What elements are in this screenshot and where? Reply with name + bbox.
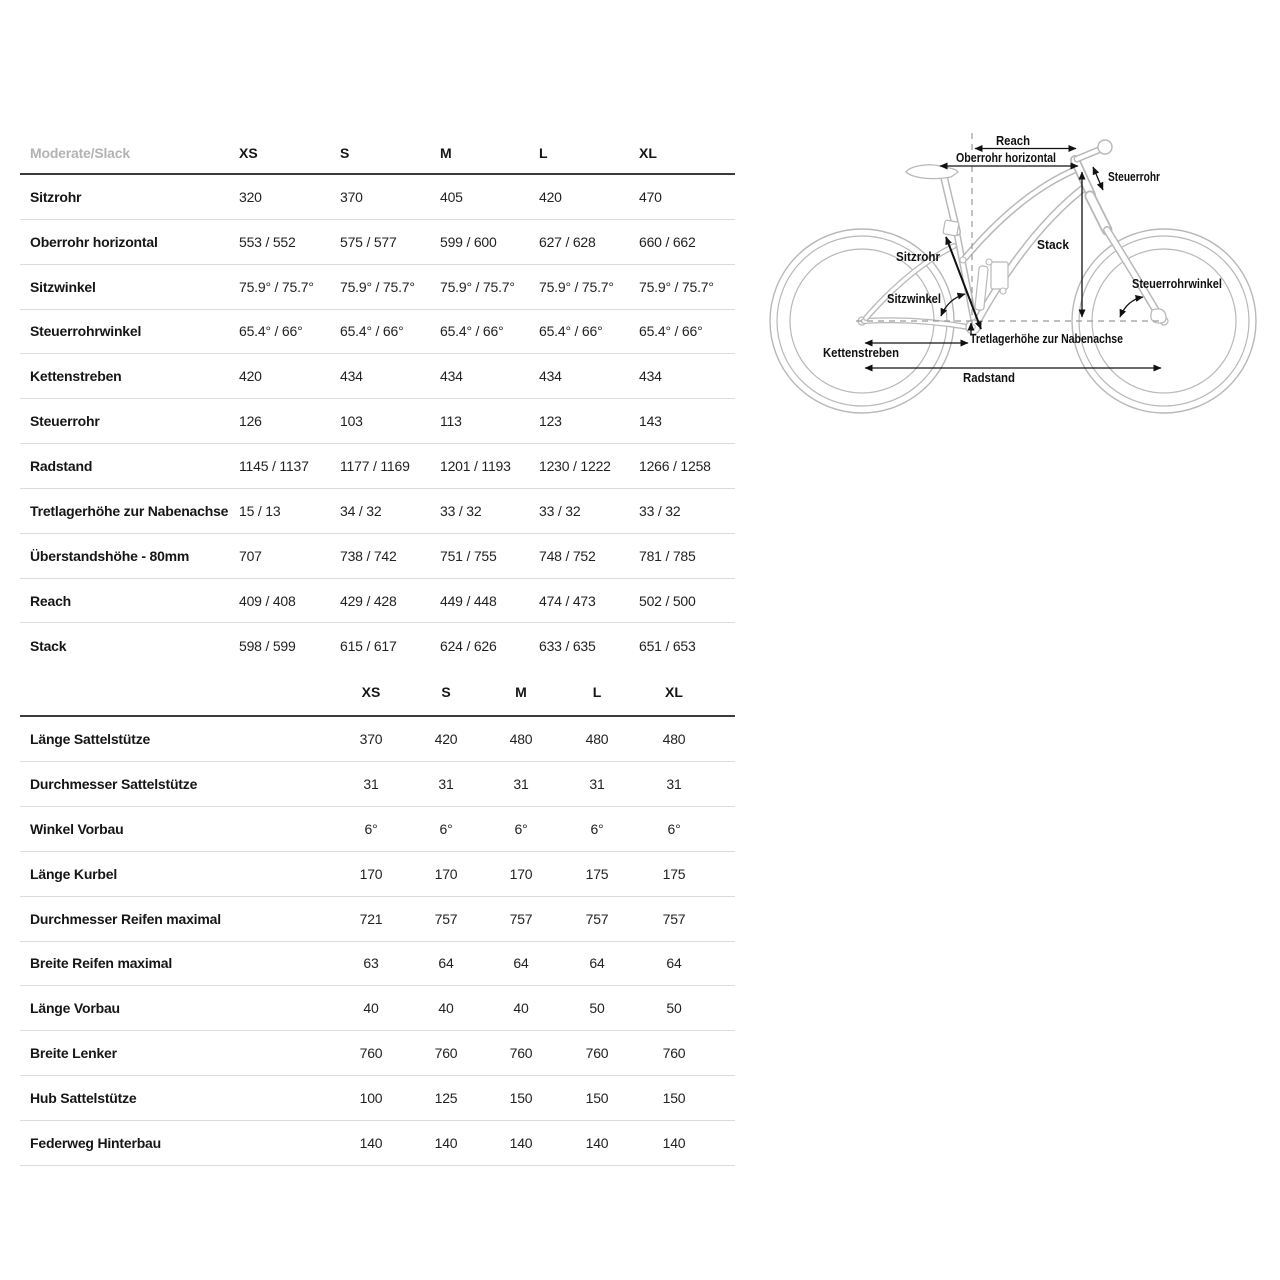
row-value: 1145 / 1137 bbox=[239, 457, 309, 474]
table-row bbox=[20, 175, 735, 220]
table-row bbox=[20, 534, 735, 579]
row-value: 434 bbox=[539, 368, 562, 385]
row-label: Sitzwinkel bbox=[30, 278, 96, 295]
row-value: 31 bbox=[513, 776, 529, 793]
row-value: 480 bbox=[585, 731, 609, 748]
label-steuerrohr: Steuerrohr bbox=[1108, 169, 1160, 184]
row-label: Breite Reifen maximal bbox=[30, 955, 173, 972]
row-value: 434 bbox=[639, 368, 662, 385]
row-label: Durchmesser Sattelstütze bbox=[30, 776, 198, 793]
table-row bbox=[20, 579, 735, 624]
row-label: Breite Lenker bbox=[30, 1045, 117, 1062]
table-row bbox=[20, 942, 735, 987]
row-value: 420 bbox=[434, 731, 458, 748]
row-value: 31 bbox=[363, 776, 379, 793]
row-label: Steuerrohrwinkel bbox=[30, 323, 142, 340]
row-value: 627 / 628 bbox=[539, 233, 596, 250]
row-value: 757 bbox=[509, 910, 533, 927]
row-value: 31 bbox=[438, 776, 454, 793]
table-row bbox=[20, 623, 735, 668]
table-row bbox=[20, 1076, 735, 1121]
row-value: 575 / 577 bbox=[340, 233, 397, 250]
row-value: 40 bbox=[363, 1000, 379, 1017]
row-value: 370 bbox=[340, 188, 363, 205]
row-value: 757 bbox=[434, 910, 458, 927]
table-row bbox=[20, 1031, 735, 1076]
diagram-labels bbox=[823, 133, 1222, 385]
row-value: 409 / 408 bbox=[239, 592, 296, 609]
label-stack: Stack bbox=[1037, 237, 1070, 252]
row-label: Länge Sattelstütze bbox=[30, 731, 151, 748]
table-row bbox=[20, 897, 735, 942]
row-label: Steuerrohr bbox=[30, 413, 100, 430]
row-value: 1177 / 1169 bbox=[340, 457, 410, 474]
row-value: 170 bbox=[509, 865, 533, 882]
row-value: 721 bbox=[359, 910, 383, 927]
row-value: 502 / 500 bbox=[639, 592, 696, 609]
row-value: 420 bbox=[539, 188, 562, 205]
row-value: 75.9° / 75.7° bbox=[239, 278, 314, 295]
row-value: 757 bbox=[662, 910, 686, 927]
row-value: 143 bbox=[639, 413, 662, 430]
table2-body bbox=[20, 717, 735, 1165]
row-value: 65.4° / 66° bbox=[239, 323, 303, 340]
table-row bbox=[20, 265, 735, 310]
row-value: 370 bbox=[359, 731, 383, 748]
row-value: 1230 / 1222 bbox=[539, 457, 611, 474]
table-row bbox=[20, 1121, 735, 1166]
row-value: 624 / 626 bbox=[440, 637, 497, 654]
linkage-plate bbox=[991, 262, 1008, 289]
table-row bbox=[20, 986, 735, 1031]
table-row bbox=[20, 444, 735, 489]
row-value: 64 bbox=[589, 955, 605, 972]
row-value: 75.9° / 75.7° bbox=[440, 278, 515, 295]
label-tretlagerhoehe: Tretlagerhöhe zur Nabenachse bbox=[970, 331, 1123, 346]
row-value: 748 / 752 bbox=[539, 547, 596, 564]
geometry-mode-label: Moderate/Slack bbox=[30, 145, 130, 161]
label-steuerrohrwinkel: Steuerrohrwinkel bbox=[1132, 276, 1222, 291]
row-value: 738 / 742 bbox=[340, 547, 397, 564]
row-value: 6° bbox=[439, 820, 453, 837]
row-value: 40 bbox=[438, 1000, 454, 1017]
row-value: 760 bbox=[662, 1045, 686, 1062]
row-value: 15 / 13 bbox=[239, 502, 281, 519]
steuerrohrwinkel-arc bbox=[1120, 297, 1143, 317]
label-sitzrohr: Sitzrohr bbox=[896, 249, 940, 264]
row-value: 150 bbox=[585, 1089, 609, 1106]
table-row bbox=[20, 310, 735, 355]
row-value: 1266 / 1258 bbox=[639, 457, 711, 474]
row-value: 150 bbox=[662, 1089, 686, 1106]
row-value: 751 / 755 bbox=[440, 547, 497, 564]
row-value: 598 / 599 bbox=[239, 637, 296, 654]
handlebar-grip bbox=[1098, 140, 1112, 154]
row-value: 320 bbox=[239, 188, 262, 205]
row-label: Oberrohr horizontal bbox=[30, 233, 158, 250]
row-value: 6° bbox=[514, 820, 528, 837]
row-value: 553 / 552 bbox=[239, 233, 296, 250]
seat-clamp bbox=[943, 220, 959, 236]
row-label: Hub Sattelstütze bbox=[30, 1089, 137, 1106]
table-row bbox=[20, 354, 735, 399]
row-value: 1201 / 1193 bbox=[440, 457, 511, 474]
table1-body bbox=[20, 175, 735, 668]
table-row bbox=[20, 852, 735, 897]
size-header-xs: XS bbox=[239, 145, 258, 161]
size-header-xl: XL bbox=[639, 145, 657, 161]
row-value: 123 bbox=[539, 413, 562, 430]
row-value: 75.9° / 75.7° bbox=[639, 278, 714, 295]
label-oberrohr-horizontal: Oberrohr horizontal bbox=[956, 150, 1056, 165]
row-value: 64 bbox=[438, 955, 454, 972]
size-header-l: L bbox=[539, 145, 548, 161]
row-value: 64 bbox=[513, 955, 529, 972]
row-label: Tretlagerhöhe zur Nabenachse bbox=[30, 502, 229, 519]
row-value: 170 bbox=[359, 865, 383, 882]
row-value: 434 bbox=[340, 368, 363, 385]
row-value: 33 / 32 bbox=[440, 502, 482, 519]
row-value: 633 / 635 bbox=[539, 637, 596, 654]
row-value: 760 bbox=[509, 1045, 533, 1062]
row-value: 615 / 617 bbox=[340, 637, 397, 654]
row-value: 75.9° / 75.7° bbox=[340, 278, 415, 295]
row-value: 6° bbox=[590, 820, 604, 837]
table2-header bbox=[20, 668, 735, 717]
row-value: 175 bbox=[585, 865, 609, 882]
table-row bbox=[20, 762, 735, 807]
table1-header bbox=[20, 133, 735, 175]
row-label: Kettenstreben bbox=[30, 368, 122, 385]
row-label: Radstand bbox=[30, 457, 93, 474]
row-value: 100 bbox=[359, 1089, 383, 1106]
row-label: Reach bbox=[30, 592, 72, 609]
size-header-s: S bbox=[340, 145, 350, 161]
row-value: 420 bbox=[239, 368, 262, 385]
row-value: 474 / 473 bbox=[539, 592, 596, 609]
row-value: 50 bbox=[666, 1000, 682, 1017]
row-value: 140 bbox=[434, 1134, 458, 1151]
row-label: Sitzrohr bbox=[30, 188, 82, 205]
table-row bbox=[20, 489, 735, 534]
row-value: 449 / 448 bbox=[440, 592, 497, 609]
row-label: Stack bbox=[30, 637, 67, 654]
row-label: Länge Vorbau bbox=[30, 1000, 120, 1017]
row-label: Länge Kurbel bbox=[30, 865, 118, 882]
row-value: 760 bbox=[359, 1045, 383, 1062]
label-radstand: Radstand bbox=[963, 370, 1016, 385]
row-value: 707 bbox=[239, 547, 262, 564]
row-value: 480 bbox=[509, 731, 533, 748]
row-label: Überstandshöhe - 80mm bbox=[30, 547, 190, 564]
saddle bbox=[906, 165, 958, 179]
row-value: 429 / 428 bbox=[340, 592, 397, 609]
row-value: 65.4° / 66° bbox=[340, 323, 404, 340]
row-value: 470 bbox=[639, 188, 662, 205]
label-reach: Reach bbox=[996, 133, 1031, 148]
row-value: 31 bbox=[589, 776, 605, 793]
row-value: 75.9° / 75.7° bbox=[539, 278, 614, 295]
row-value: 175 bbox=[662, 865, 686, 882]
table-row bbox=[20, 717, 735, 762]
bike-geometry-diagram bbox=[765, 112, 1275, 422]
row-value: 125 bbox=[434, 1089, 458, 1106]
row-value: 33 / 32 bbox=[639, 502, 681, 519]
size-header-m: M bbox=[515, 683, 527, 700]
row-value: 63 bbox=[363, 955, 379, 972]
row-value: 103 bbox=[340, 413, 363, 430]
row-value: 6° bbox=[364, 820, 378, 837]
size-header-s: S bbox=[441, 683, 451, 700]
row-value: 405 bbox=[440, 188, 463, 205]
steuerrohr-arrow bbox=[1093, 167, 1103, 190]
row-value: 140 bbox=[585, 1134, 609, 1151]
row-value: 170 bbox=[434, 865, 458, 882]
row-value: 140 bbox=[359, 1134, 383, 1151]
label-sitzwinkel: Sitzwinkel bbox=[887, 291, 941, 306]
row-value: 65.4° / 66° bbox=[539, 323, 603, 340]
row-value: 126 bbox=[239, 413, 262, 430]
geometry-tables bbox=[20, 133, 735, 1166]
row-value: 660 / 662 bbox=[639, 233, 696, 250]
size-header-xl: XL bbox=[665, 683, 683, 700]
row-label: Durchmesser Reifen maximal bbox=[30, 910, 221, 927]
row-value: 31 bbox=[666, 776, 682, 793]
row-value: 651 / 653 bbox=[639, 637, 696, 654]
row-value: 65.4° / 66° bbox=[440, 323, 504, 340]
row-value: 113 bbox=[440, 413, 462, 430]
table-row bbox=[20, 399, 735, 444]
row-value: 781 / 785 bbox=[639, 547, 696, 564]
row-label: Winkel Vorbau bbox=[30, 820, 124, 837]
row-value: 65.4° / 66° bbox=[639, 323, 703, 340]
row-value: 434 bbox=[440, 368, 463, 385]
row-value: 150 bbox=[509, 1089, 533, 1106]
row-value: 34 / 32 bbox=[340, 502, 382, 519]
row-value: 599 / 600 bbox=[440, 233, 497, 250]
size-header-m: M bbox=[440, 145, 452, 161]
row-value: 33 / 32 bbox=[539, 502, 581, 519]
row-value: 140 bbox=[509, 1134, 533, 1151]
table-row bbox=[20, 807, 735, 852]
row-value: 64 bbox=[666, 955, 682, 972]
row-value: 50 bbox=[589, 1000, 605, 1017]
size-header-xs: XS bbox=[361, 683, 381, 700]
table-row bbox=[20, 220, 735, 265]
row-value: 6° bbox=[667, 820, 681, 837]
label-kettenstreben: Kettenstreben bbox=[823, 345, 900, 360]
size-header-l: L bbox=[592, 683, 602, 700]
row-value: 760 bbox=[585, 1045, 609, 1062]
row-value: 757 bbox=[585, 910, 609, 927]
row-value: 760 bbox=[434, 1045, 458, 1062]
row-value: 40 bbox=[513, 1000, 529, 1017]
row-value: 140 bbox=[662, 1134, 686, 1151]
row-label: Federweg Hinterbau bbox=[30, 1134, 161, 1151]
row-value: 480 bbox=[662, 731, 686, 748]
